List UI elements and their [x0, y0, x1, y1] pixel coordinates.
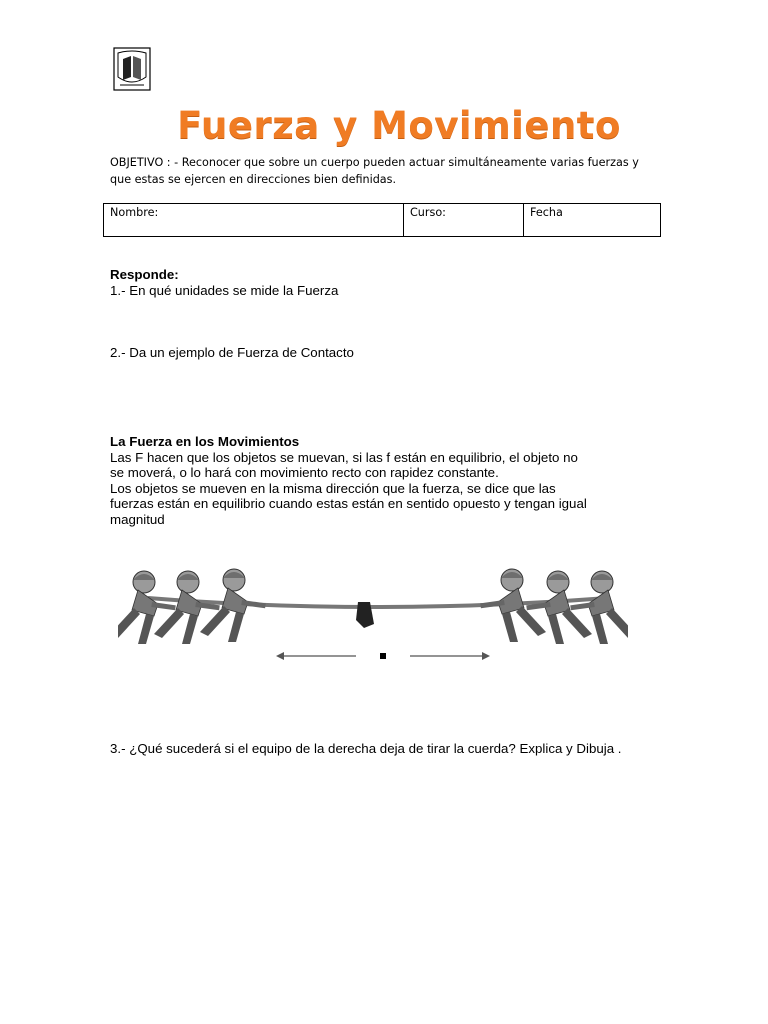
date-cell[interactable] [524, 204, 661, 237]
section-line-4: fuerzas están en equilibrio cuando estas están en sentido opuesto y tengan igual [110, 496, 587, 511]
course-label: Curso: [410, 206, 446, 219]
question-3: 3.- ¿Qué sucederá si el equipo de la derecha deja de tirar la cuerda? Explica y Dibuja . [110, 741, 622, 756]
school-crest-icon [113, 47, 151, 91]
section-line-1: Las F hacen que los objetos se muevan, si las f están en equilibrio, el objeto no [110, 450, 578, 465]
question-1: 1.- En qué unidades se mide la Fuerza [110, 283, 339, 298]
student-info-table [103, 203, 661, 237]
tug-of-war-illustration [118, 566, 628, 674]
name-cell[interactable] [104, 204, 404, 237]
responde-heading: Responde: [110, 267, 179, 282]
section-heading: La Fuerza en los Movimientos [110, 434, 300, 449]
course-cell[interactable] [404, 204, 524, 237]
name-label: Nombre: [110, 206, 159, 219]
section-line-5: magnitud [110, 512, 165, 527]
page-title: Fuerza y Movimiento [177, 104, 621, 147]
objective-line-2: que estas se ejercen en direcciones bien definidas. [110, 173, 397, 186]
date-label: Fecha [530, 206, 563, 219]
section-line-2: se moverá, o lo hará con movimiento recto con rapidez constante. [110, 465, 499, 480]
objective-line-1: OBJETIVO : - Reconocer que sobre un cuerpo pueden actuar simultáneamente varias fuerzas y [110, 156, 639, 169]
section-line-3: Los objetos se mueven en la misma dirección que la fuerza, se dice que las [110, 481, 556, 496]
question-2: 2.- Da un ejemplo de Fuerza de Contacto [110, 345, 354, 360]
objective-text [110, 154, 670, 188]
